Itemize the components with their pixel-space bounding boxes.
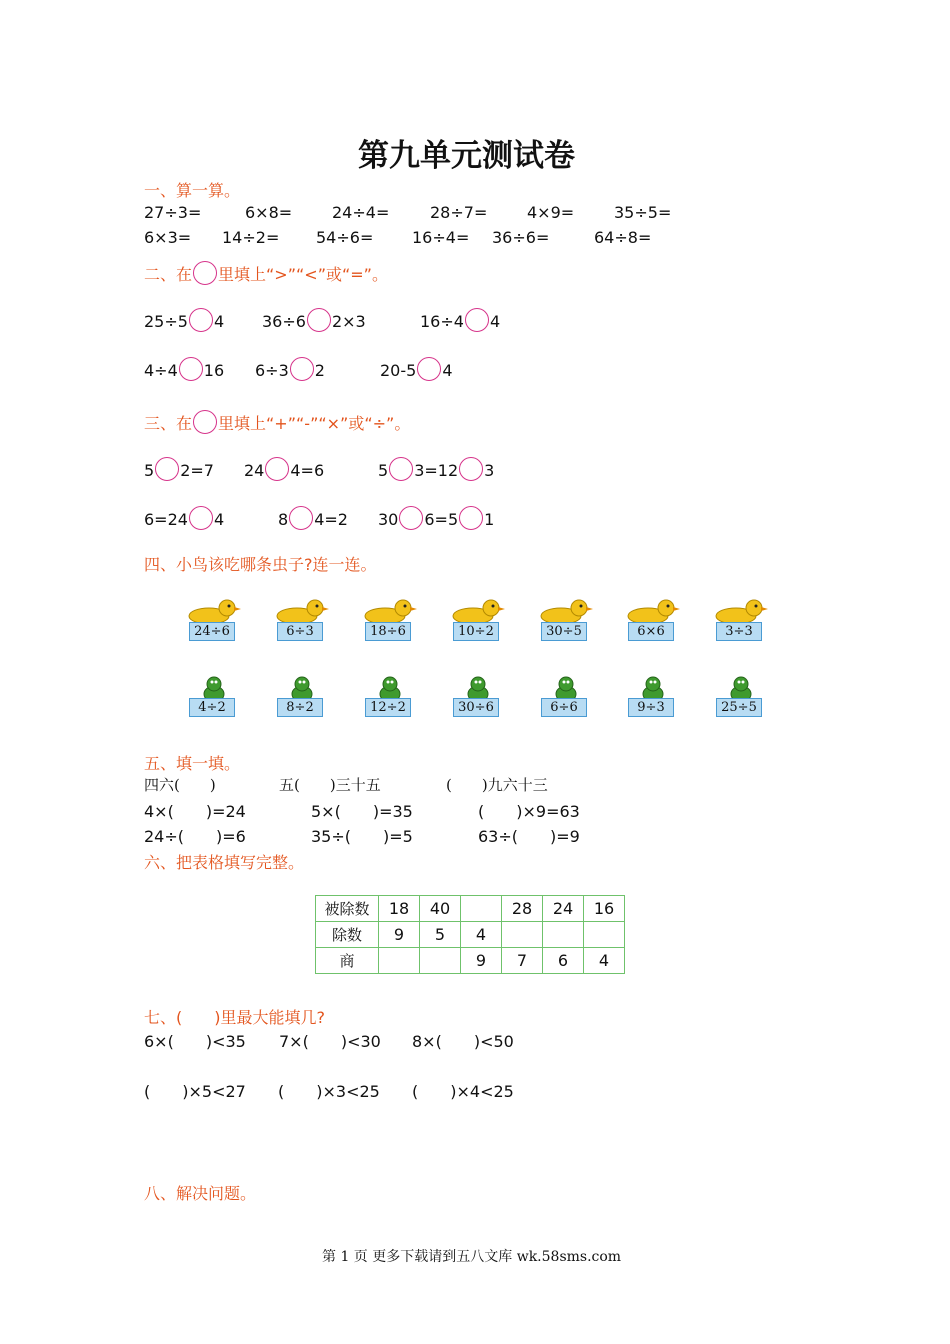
worm-card[interactable] (537, 674, 595, 720)
section-2-heading: 二、在 里填上“>”“<”或“=”。 (144, 262, 388, 285)
table-row (316, 922, 625, 948)
calc-row-1-item: 27÷3= (144, 203, 202, 222)
worm-label: 30÷6 (453, 698, 499, 717)
table-cell[interactable] (461, 896, 502, 922)
answer-circle[interactable] (265, 457, 289, 481)
worm-card[interactable] (624, 674, 682, 720)
table-cell[interactable] (502, 922, 543, 948)
bird-label: 3÷3 (716, 622, 762, 641)
bird-label: 6÷3 (277, 622, 323, 641)
calc-row-2-item: 16÷4= (412, 228, 470, 247)
operator-item: 30 6=5 1 (378, 510, 494, 530)
answer-circle[interactable] (155, 457, 179, 481)
table-cell: 9 (379, 922, 420, 948)
worm-label: 8÷2 (277, 698, 323, 717)
circle-icon (193, 261, 217, 285)
table-cell: 被除数 (316, 896, 379, 922)
max-fill-item: ( )×5<27 (144, 1082, 246, 1101)
table-cell: 6 (543, 948, 584, 974)
calc-row-2-item: 6×3= (144, 228, 192, 247)
page-title: 第九单元测试卷 (358, 138, 575, 174)
fill-item: 五( )三十五 (279, 776, 381, 794)
fill-item: 63÷( )=9 (478, 827, 580, 846)
worm-label: 6÷6 (541, 698, 587, 717)
division-table (315, 895, 625, 974)
table-cell: 9 (461, 948, 502, 974)
worm-label: 4÷2 (189, 698, 235, 717)
calc-row-1-item: 28÷7= (430, 203, 488, 222)
page-footer: 第 1 页 更多下载请到五八文库 wk.58sms.com (322, 1249, 622, 1265)
table-cell: 7 (502, 948, 543, 974)
section-1-heading: 一、算一算。 (144, 181, 241, 200)
calc-row-2-item: 36÷6= (492, 228, 550, 247)
compare-item: 6÷3 2 (255, 361, 325, 381)
worm-card[interactable] (449, 674, 507, 720)
table-cell: 18 (379, 896, 420, 922)
circle-icon (193, 410, 217, 434)
worm-label: 9÷3 (628, 698, 674, 717)
answer-circle[interactable] (459, 506, 483, 530)
calc-row-1-item: 24÷4= (332, 203, 390, 222)
fill-item: 5×( )=35 (311, 802, 413, 821)
worm-card[interactable] (361, 674, 419, 720)
calc-row-1-item: 6×8= (245, 203, 293, 222)
answer-circle[interactable] (417, 357, 441, 381)
section-5-heading: 五、填一填。 (144, 754, 241, 773)
compare-item: 4÷4 16 (144, 361, 224, 381)
fill-item: 35÷( )=5 (311, 827, 413, 846)
bird-label: 6×6 (628, 622, 674, 641)
section-8-heading: 八、解决问题。 (144, 1184, 257, 1203)
operator-item: 5 3=12 3 (378, 461, 494, 481)
calc-row-1-item: 35÷5= (614, 203, 672, 222)
calc-row-2-item: 64÷8= (594, 228, 652, 247)
operator-item: 6=24 4 (144, 510, 224, 530)
table-cell: 28 (502, 896, 543, 922)
calc-row-1-item: 4×9= (527, 203, 575, 222)
answer-circle[interactable] (179, 357, 203, 381)
worm-card[interactable] (273, 674, 331, 720)
answer-circle[interactable] (189, 506, 213, 530)
worm-card[interactable] (712, 674, 770, 720)
table-cell: 商 (316, 948, 379, 974)
max-fill-item: ( )×3<25 (278, 1082, 380, 1101)
bird-card[interactable] (712, 598, 770, 644)
calc-row-2-item: 54÷6= (316, 228, 374, 247)
answer-circle[interactable] (289, 506, 313, 530)
compare-item: 20-5 4 (380, 361, 453, 381)
operator-item: 8 4=2 (278, 510, 348, 530)
fill-item: 四六( ) (144, 776, 216, 794)
fill-item: ( )九六十三 (446, 776, 548, 794)
table-cell[interactable] (584, 922, 625, 948)
max-fill-item: 8×( )<50 (412, 1032, 514, 1051)
fill-item: 4×( )=24 (144, 802, 246, 821)
table-cell: 40 (420, 896, 461, 922)
table-cell[interactable] (420, 948, 461, 974)
section-3-heading: 三、在 里填上“+”“-”“×”或“÷”。 (144, 411, 410, 434)
answer-circle[interactable] (465, 308, 489, 332)
answer-circle[interactable] (459, 457, 483, 481)
compare-item: 16÷4 4 (420, 312, 500, 332)
bird-label: 24÷6 (189, 622, 235, 641)
calc-row-2-item: 14÷2= (222, 228, 280, 247)
bird-card[interactable] (449, 598, 507, 644)
table-cell: 4 (584, 948, 625, 974)
bird-card[interactable] (185, 598, 243, 644)
table-row (316, 948, 625, 974)
section-4-heading: 四、小鸟该吃哪条虫子?连一连。 (144, 555, 377, 574)
table-cell[interactable] (543, 922, 584, 948)
table-row (316, 896, 625, 922)
bird-card[interactable] (537, 598, 595, 644)
max-fill-item: ( )×4<25 (412, 1082, 514, 1101)
operator-item: 24 4=6 (244, 461, 324, 481)
operator-item: 5 2=7 (144, 461, 214, 481)
worm-label: 25÷5 (716, 698, 762, 717)
table-cell: 5 (420, 922, 461, 948)
bird-card[interactable] (361, 598, 419, 644)
bird-label: 30÷5 (541, 622, 587, 641)
compare-item: 36÷6 2×3 (262, 312, 366, 332)
bird-label: 10÷2 (453, 622, 499, 641)
answer-circle[interactable] (307, 308, 331, 332)
table-cell[interactable] (379, 948, 420, 974)
answer-circle[interactable] (189, 308, 213, 332)
max-fill-item: 6×( )<35 (144, 1032, 246, 1051)
bird-label: 18÷6 (365, 622, 411, 641)
answer-circle[interactable] (389, 457, 413, 481)
worm-label: 12÷2 (365, 698, 411, 717)
section-6-heading: 六、把表格填写完整。 (144, 853, 305, 872)
worm-card[interactable] (185, 674, 243, 720)
table-cell: 4 (461, 922, 502, 948)
section-7-heading: 七、( )里最大能填几? (144, 1008, 325, 1027)
compare-item: 25÷5 4 (144, 312, 224, 332)
bird-card[interactable] (273, 598, 331, 644)
table-cell: 除数 (316, 922, 379, 948)
table-cell: 24 (543, 896, 584, 922)
fill-item: ( )×9=63 (478, 802, 580, 821)
answer-circle[interactable] (290, 357, 314, 381)
table-cell: 16 (584, 896, 625, 922)
fill-item: 24÷( )=6 (144, 827, 246, 846)
bird-card[interactable] (624, 598, 682, 644)
answer-circle[interactable] (399, 506, 423, 530)
max-fill-item: 7×( )<30 (279, 1032, 381, 1051)
